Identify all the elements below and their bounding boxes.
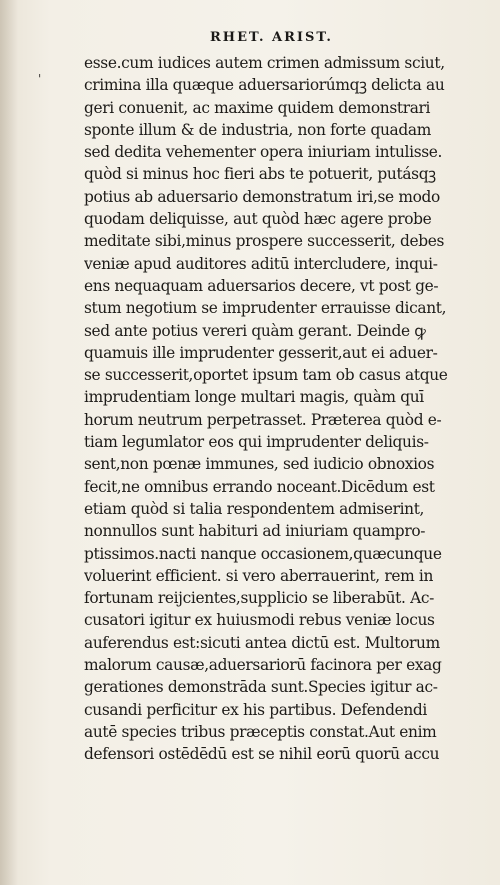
text-line: se successerit,oportet ipsum tam ob casus atque (84, 366, 448, 385)
text-line: etiam quòd si talia respondentem admiserint, (84, 499, 425, 518)
text-line: imprudentiam longe multari magis, quàm quī (84, 388, 424, 407)
text-line: veniæ apud auditores aditū intercludere, inqui- (84, 254, 438, 273)
text-line: meditate sibi,minus prospere successerit, debes (84, 232, 445, 251)
text-line: autē species tribus præceptis constat.Aut enim (84, 722, 437, 741)
text-line: sed dedita vehementer opera iniuriam intulisse. (84, 143, 443, 162)
text-line: voluerint efficient. si vero aberrauerint, rem in (84, 566, 434, 585)
text-line: esse.cum iudices autem crimen admissum sciut, (84, 54, 445, 72)
text-line: defensori ostēdēdū est se nihil eorū quorū accu (84, 745, 440, 764)
text-line: nonnullos sunt habituri ad iniuriam quampro- (84, 522, 426, 541)
body-text (84, 52, 474, 766)
text-line: tiam legumlator eos qui imprudenter deliquis- (84, 433, 429, 452)
gutter-shadow (0, 0, 18, 885)
text-line: sent,non pœnæ immunes, sed iudicio obnoxios (84, 455, 435, 474)
text-line: quamuis ille imprudenter gesserit,aut ei aduer- (84, 343, 438, 362)
text-line: gerationes demonstrāda sunt.Species igitur ac- (84, 678, 438, 697)
text-line: ptissimos.nacti nanque occasionem,quæcunque (84, 544, 442, 563)
text-line: ens nequaquam aduersarios decere, vt post ge- (84, 276, 439, 295)
text-line: quòd si minus hoc fieri abs te potuerit, putásqꝫ (84, 165, 436, 184)
text-line: fortunam reijcientes,supplicio se liberabūt. Ac- (84, 589, 434, 608)
text-line: sed ante potius vereri quàm gerant. Deinde ꝙ (84, 321, 426, 340)
text-line: stum negotium se imprudenter errauisse dicant, (84, 299, 447, 318)
margin-mark: ' (38, 72, 42, 86)
text-line: auferendus est:sicuti antea dictū est. Multorum (84, 633, 440, 652)
text-line: malorum causæ,aduersariorū facinora per exag (84, 656, 442, 675)
text-line: crimina illa quæque aduersariorúmqꝫ delicta au (84, 76, 445, 95)
text-line: cusandi perficitur ex his partibus. Defendendi (84, 700, 427, 719)
text-line: horum neutrum perpetrasset. Præterea quòd e- (84, 410, 442, 429)
text-line: fecit,ne omnibus errando noceant.Dicēdum est (84, 477, 435, 496)
text-line: geri conuenit, ac maxime quidem demonstrari (84, 98, 431, 117)
text-line: sponte illum & de industria, non forte quadam (84, 120, 431, 139)
text-line: potius ab aduersario demonstratum iri,se modo (84, 187, 440, 206)
text-line: quodam deliquisse, aut quòd hæc agere probe (84, 210, 432, 229)
text-line: cusatori igitur ex huiusmodi rebus veniæ locus (84, 611, 435, 630)
running-head: RHET. ARIST. (210, 30, 333, 45)
